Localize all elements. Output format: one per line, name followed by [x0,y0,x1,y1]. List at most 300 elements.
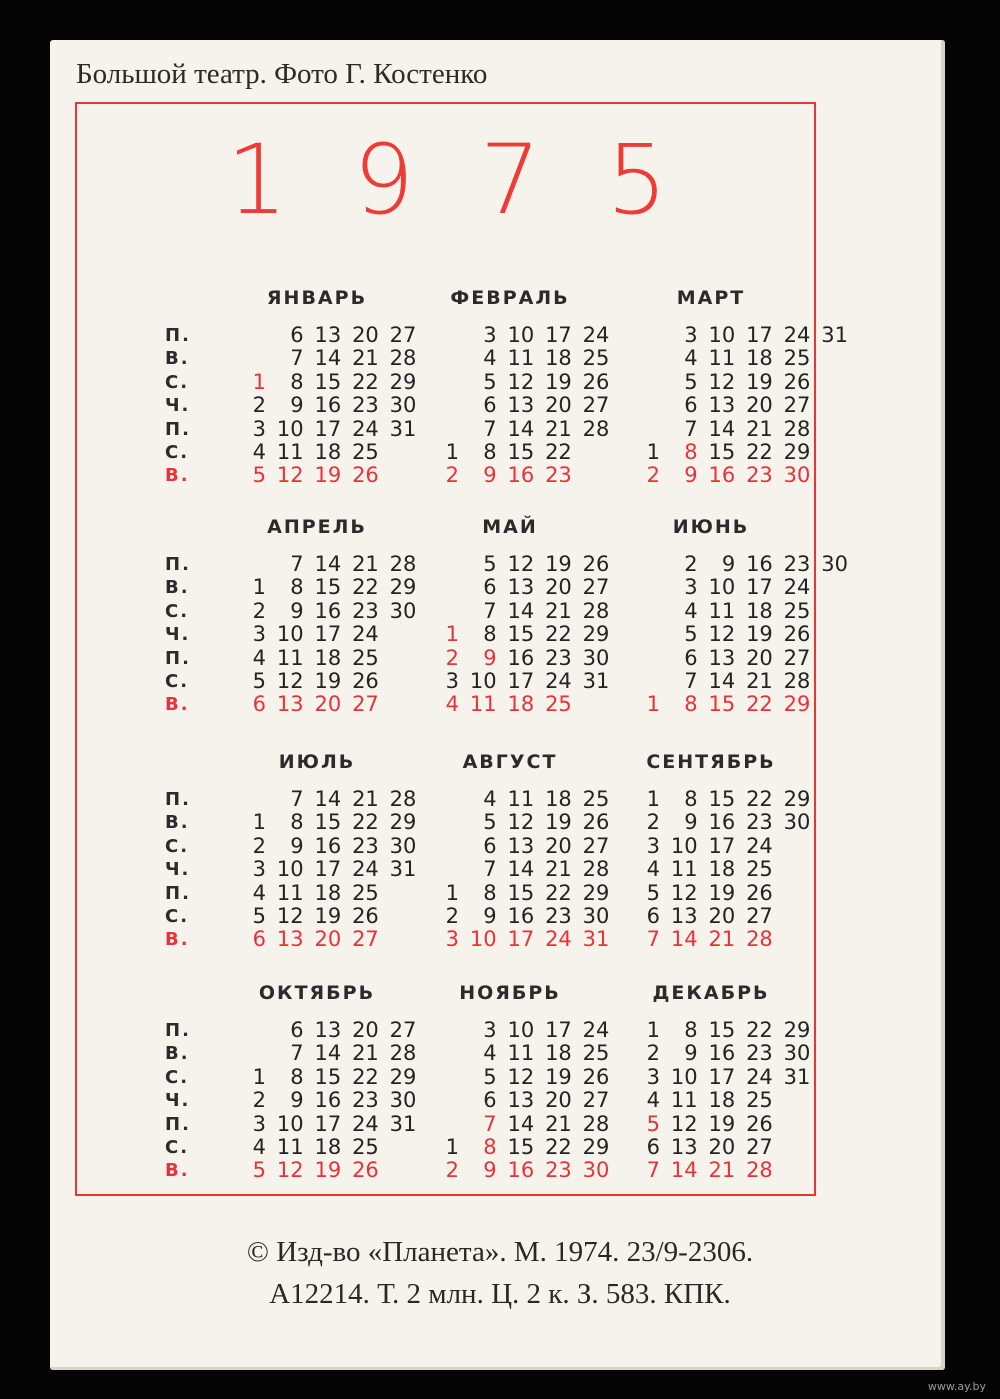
day-number: 3 [646,833,660,858]
day-number: 12 [276,669,304,693]
weekday-label: П. [165,882,191,904]
day-number: 21 [545,1111,572,1136]
day-number: 8 [684,787,698,811]
day-number: 14 [708,416,736,441]
day-number: 26 [582,369,610,394]
day-number: 6 [252,927,266,952]
day-number: 29 [783,787,811,811]
day-number: 5 [483,552,497,576]
day-number: 14 [670,1158,698,1183]
day-number: 7 [483,857,497,882]
day-number: 20 [352,1018,379,1042]
day-number: 17 [708,1064,736,1089]
day-number: 29 [582,1135,610,1159]
day-number: 16 [708,463,736,488]
day-number: 28 [582,598,610,623]
day-number: 30 [783,810,811,835]
month-name: АВГУСТ [462,751,558,773]
day-number: 13 [314,323,342,347]
day-number: 9 [290,1088,304,1113]
month-name: ИЮЛЬ [278,751,356,773]
day-number: 8 [290,1064,304,1089]
day-number: 5 [252,669,266,693]
day-number: 21 [545,416,572,441]
day-number: 9 [684,810,698,835]
day-number: 12 [276,1158,304,1183]
day-number: 31 [582,669,610,693]
day-number: 19 [545,1064,572,1089]
day-number: 22 [746,440,773,464]
day-number: 28 [746,1158,773,1183]
day-number: 10 [670,1064,698,1089]
day-number: 5 [684,369,698,394]
day-number: 16 [507,1158,535,1183]
day-number: 13 [708,645,736,670]
day-number: 1 [252,810,266,835]
year-digit: 1 [226,124,288,236]
day-number: 3 [646,1064,660,1089]
day-number: 14 [507,416,535,441]
day-number: 26 [783,622,811,647]
day-number: 20 [708,1135,736,1159]
weekday-label: П. [165,554,191,575]
day-number: 28 [389,787,417,811]
day-number: 10 [276,857,304,882]
day-number: 5 [252,463,266,488]
day-number: 15 [708,692,736,717]
day-number: 22 [545,440,572,464]
day-number: 19 [708,1111,736,1136]
day-number: 15 [507,440,535,464]
day-number: 18 [708,857,736,882]
day-number: 16 [746,552,773,576]
day-number: 25 [352,440,379,464]
day-number: 23 [545,463,572,488]
day-number: 7 [290,552,304,576]
day-number: 15 [507,622,535,647]
day-number: 13 [507,575,535,600]
day-number: 29 [389,369,417,394]
month-name: ИЮНЬ [672,516,750,538]
day-number: 26 [746,880,773,905]
day-number: 27 [352,692,379,717]
day-number: 11 [276,645,304,670]
day-number: 14 [670,927,698,952]
day-number: 4 [252,440,266,464]
day-number: 25 [352,1135,379,1159]
day-number: 25 [582,346,610,371]
month-name: СЕНТЯБРЬ [646,751,776,773]
day-number: 5 [252,904,266,928]
day-number: 6 [252,692,266,717]
day-number: 9 [721,552,736,576]
month-name: ЯНВАРЬ [266,287,368,309]
day-number: 14 [507,857,535,882]
day-number: 14 [507,598,535,623]
day-number: 18 [746,598,773,623]
weekday-label: С. [165,371,190,393]
day-number: 7 [646,927,660,952]
day-number: 6 [290,323,304,347]
day-number: 13 [276,927,304,952]
day-number: 11 [276,440,304,464]
day-number: 9 [290,598,304,623]
day-number: 20 [545,1088,572,1113]
day-number: 22 [545,622,572,647]
weekday-label: П. [165,1113,191,1135]
day-number: 29 [389,810,417,835]
day-number: 1 [252,575,266,600]
month-name: НОЯБРЬ [459,982,561,1004]
day-number: 6 [483,393,497,418]
day-number: 14 [708,669,736,693]
day-number: 4 [684,598,698,623]
weekday-label: П. [165,418,191,440]
day-number: 12 [670,1111,698,1136]
day-number: 16 [507,645,535,670]
day-number: 6 [483,1088,497,1113]
day-number: 17 [545,1018,572,1042]
day-number: 17 [507,669,535,693]
day-number: 29 [783,1018,811,1042]
month-name: ОКТЯБРЬ [258,982,376,1004]
day-number: 12 [276,463,304,488]
day-number: 19 [314,463,342,488]
weekday-label: В. [165,1160,190,1182]
day-number: 21 [545,598,572,623]
day-number: 9 [483,645,497,670]
day-number: 27 [582,1088,610,1113]
day-number: 16 [507,463,535,488]
day-number: 10 [276,1111,304,1136]
day-number: 26 [582,1064,610,1089]
day-number: 8 [290,575,304,600]
day-number: 25 [582,1041,610,1066]
day-number: 10 [276,622,304,647]
day-number: 30 [389,393,417,418]
day-number: 30 [582,1158,610,1183]
day-number: 22 [352,369,379,394]
day-number: 12 [670,880,698,905]
weekday-label: В. [165,577,190,599]
day-number: 19 [545,369,572,394]
day-number: 9 [290,393,304,418]
day-number: 27 [783,645,811,670]
day-number: 26 [582,810,610,835]
day-number: 17 [314,1111,342,1136]
day-number: 8 [483,440,497,464]
day-number: 25 [783,598,811,623]
day-number: 24 [545,669,572,693]
day-number: 16 [708,1041,736,1066]
day-number: 23 [545,904,572,928]
day-number: 15 [314,369,342,394]
day-number: 4 [252,1135,266,1159]
day-number: 25 [352,645,379,670]
day-number: 19 [708,880,736,905]
year-heading [212,124,682,236]
day-number: 24 [783,323,811,347]
day-number: 7 [684,416,698,441]
day-number: 20 [314,692,342,717]
day-number: 15 [507,1135,535,1159]
day-number: 8 [483,1135,497,1159]
day-number: 25 [582,787,610,811]
day-number: 20 [746,645,773,670]
month-name: МАРТ [676,287,746,309]
day-number: 21 [352,346,379,371]
day-number: 4 [684,346,698,371]
day-number: 14 [314,346,342,371]
day-number: 7 [290,346,304,371]
day-number: 3 [252,622,266,647]
day-number: 24 [352,416,379,441]
day-number: 1 [646,440,660,464]
day-number: 15 [314,1064,342,1089]
day-number: 21 [708,927,736,952]
day-number: 11 [670,1088,698,1113]
day-number: 5 [483,1064,497,1089]
weekday-label: П. [165,647,191,669]
day-number: 28 [582,1111,610,1136]
day-number: 7 [646,1158,660,1183]
day-number: 18 [545,1041,572,1066]
day-number: 17 [746,323,773,347]
day-number: 19 [746,369,773,394]
day-number: 26 [352,1158,379,1183]
day-number: 20 [314,927,342,952]
day-number: 10 [469,927,497,952]
day-number: 28 [746,927,773,952]
day-number: 30 [389,833,417,858]
day-number: 31 [821,323,848,347]
day-number: 16 [708,810,736,835]
day-number: 3 [445,927,459,952]
day-number: 6 [290,1018,304,1042]
day-number: 11 [670,857,698,882]
day-number: 18 [314,880,342,905]
day-number: 24 [783,575,811,600]
day-number: 16 [314,1088,342,1113]
day-number: 25 [545,692,572,717]
day-number: 10 [507,323,535,347]
day-number: 26 [352,463,379,488]
day-number: 4 [483,1041,497,1066]
day-number: 20 [545,575,572,600]
day-number: 1 [252,369,266,394]
day-number: 27 [783,393,811,418]
watermark: www.ay.by [927,1380,986,1393]
day-number: 17 [746,575,773,600]
weekday-label: С. [165,442,190,463]
day-number: 6 [646,1135,660,1159]
day-number: 9 [483,1158,497,1183]
day-number: 9 [483,904,497,928]
day-number: 2 [646,810,660,835]
day-number: 3 [684,575,698,600]
day-number: 2 [445,645,459,670]
day-number: 31 [389,1111,417,1136]
day-number: 3 [684,323,698,347]
day-number: 9 [290,833,304,858]
day-number: 13 [507,1088,535,1113]
day-number: 4 [646,857,660,882]
day-number: 10 [276,416,304,441]
day-number: 28 [582,416,610,441]
day-number: 14 [314,787,342,811]
day-number: 28 [582,857,610,882]
day-number: 31 [582,927,610,952]
day-number: 13 [670,904,698,928]
day-number: 5 [483,369,497,394]
day-number: 11 [708,346,736,371]
day-number: 26 [746,1111,773,1136]
month-name: ДЕКАБРЬ [652,982,770,1004]
day-number: 13 [507,393,535,418]
weekday-label: Ч. [165,395,191,417]
day-number: 6 [684,645,698,670]
day-number: 5 [646,880,660,905]
day-number: 8 [684,1018,698,1042]
day-number: 11 [507,1041,535,1066]
day-number: 22 [352,1064,379,1089]
day-number: 12 [708,369,736,394]
weekday-label: В. [165,348,190,370]
weekday-label: В. [165,1043,190,1065]
day-number: 3 [252,416,266,441]
day-number: 4 [483,346,497,371]
day-number: 16 [314,833,342,858]
day-number: 18 [708,1088,736,1113]
day-number: 1 [445,880,459,905]
day-number: 5 [483,810,497,835]
day-number: 27 [582,393,610,418]
day-number: 25 [746,1088,773,1113]
day-number: 30 [582,645,610,670]
day-number: 7 [290,787,304,811]
day-number: 26 [582,552,610,576]
day-number: 2 [252,598,266,623]
day-number: 2 [445,904,459,928]
day-number: 17 [545,323,572,347]
day-number: 23 [545,645,572,670]
day-number: 3 [252,857,266,882]
day-number: 13 [276,692,304,717]
day-number: 11 [507,787,535,811]
day-number: 24 [352,622,379,647]
weekday-label: С. [165,671,190,692]
day-number: 8 [290,810,304,835]
day-number: 25 [352,880,379,905]
day-number: 12 [276,904,304,928]
day-number: 24 [582,323,610,347]
day-number: 6 [483,575,497,600]
day-number: 2 [445,463,459,488]
day-number: 21 [352,787,379,811]
month-name: АПРЕЛЬ [267,516,367,538]
weekday-label: В. [165,812,190,834]
day-number: 23 [352,598,379,623]
year-digit: 7 [479,124,541,236]
day-number: 12 [507,552,535,576]
day-number: 15 [708,787,736,811]
day-number: 18 [314,645,342,670]
day-number: 25 [746,857,773,882]
day-number: 29 [783,440,811,464]
weekday-label: В. [165,465,190,487]
weekday-label: П. [165,325,191,346]
day-number: 3 [252,1111,266,1136]
day-number: 19 [746,622,773,647]
day-number: 1 [646,1018,660,1042]
day-number: 14 [314,1041,342,1066]
day-number: 8 [483,880,497,905]
day-number: 31 [389,416,417,441]
day-number: 23 [746,810,773,835]
day-number: 15 [708,1018,736,1042]
weekday-label: Ч. [165,624,191,646]
day-number: 30 [783,463,811,488]
day-number: 10 [670,833,698,858]
day-number: 18 [314,1135,342,1159]
day-number: 22 [746,787,773,811]
day-number: 19 [545,552,572,576]
day-number: 30 [821,552,848,576]
day-number: 10 [469,669,497,693]
day-number: 13 [670,1135,698,1159]
day-number: 9 [684,463,698,488]
day-number: 14 [314,552,342,576]
day-number: 5 [646,1111,660,1136]
day-number: 19 [314,1158,342,1183]
day-number: 2 [684,552,698,576]
day-number: 24 [545,927,572,952]
day-number: 22 [545,1135,572,1159]
month-name: ФЕВРАЛЬ [450,287,570,309]
weekday-label: Ч. [165,1090,191,1112]
day-number: 17 [314,857,342,882]
day-number: 13 [507,833,535,858]
day-number: 23 [783,552,811,576]
weekday-label: С. [165,835,190,857]
day-number: 27 [582,833,610,858]
day-number: 22 [746,692,773,717]
day-number: 23 [352,1088,379,1113]
day-number: 17 [507,927,535,952]
day-number: 30 [783,1041,811,1066]
day-number: 20 [545,393,572,418]
day-number: 18 [545,346,572,371]
day-number: 11 [276,880,304,905]
day-number: 28 [783,416,811,441]
weekday-label: В. [165,929,190,951]
day-number: 26 [352,904,379,928]
day-number: 15 [708,440,736,464]
day-number: 12 [507,1064,535,1089]
day-number: 2 [252,833,266,858]
day-number: 11 [469,692,497,717]
day-number: 8 [290,369,304,394]
day-number: 27 [746,904,773,928]
day-number: 24 [746,833,773,858]
day-number: 19 [314,669,342,693]
day-number: 22 [352,575,379,600]
day-number: 28 [389,552,417,576]
day-number: 16 [314,393,342,418]
day-number: 8 [483,622,497,647]
day-number: 15 [314,810,342,835]
day-number: 8 [684,692,698,717]
